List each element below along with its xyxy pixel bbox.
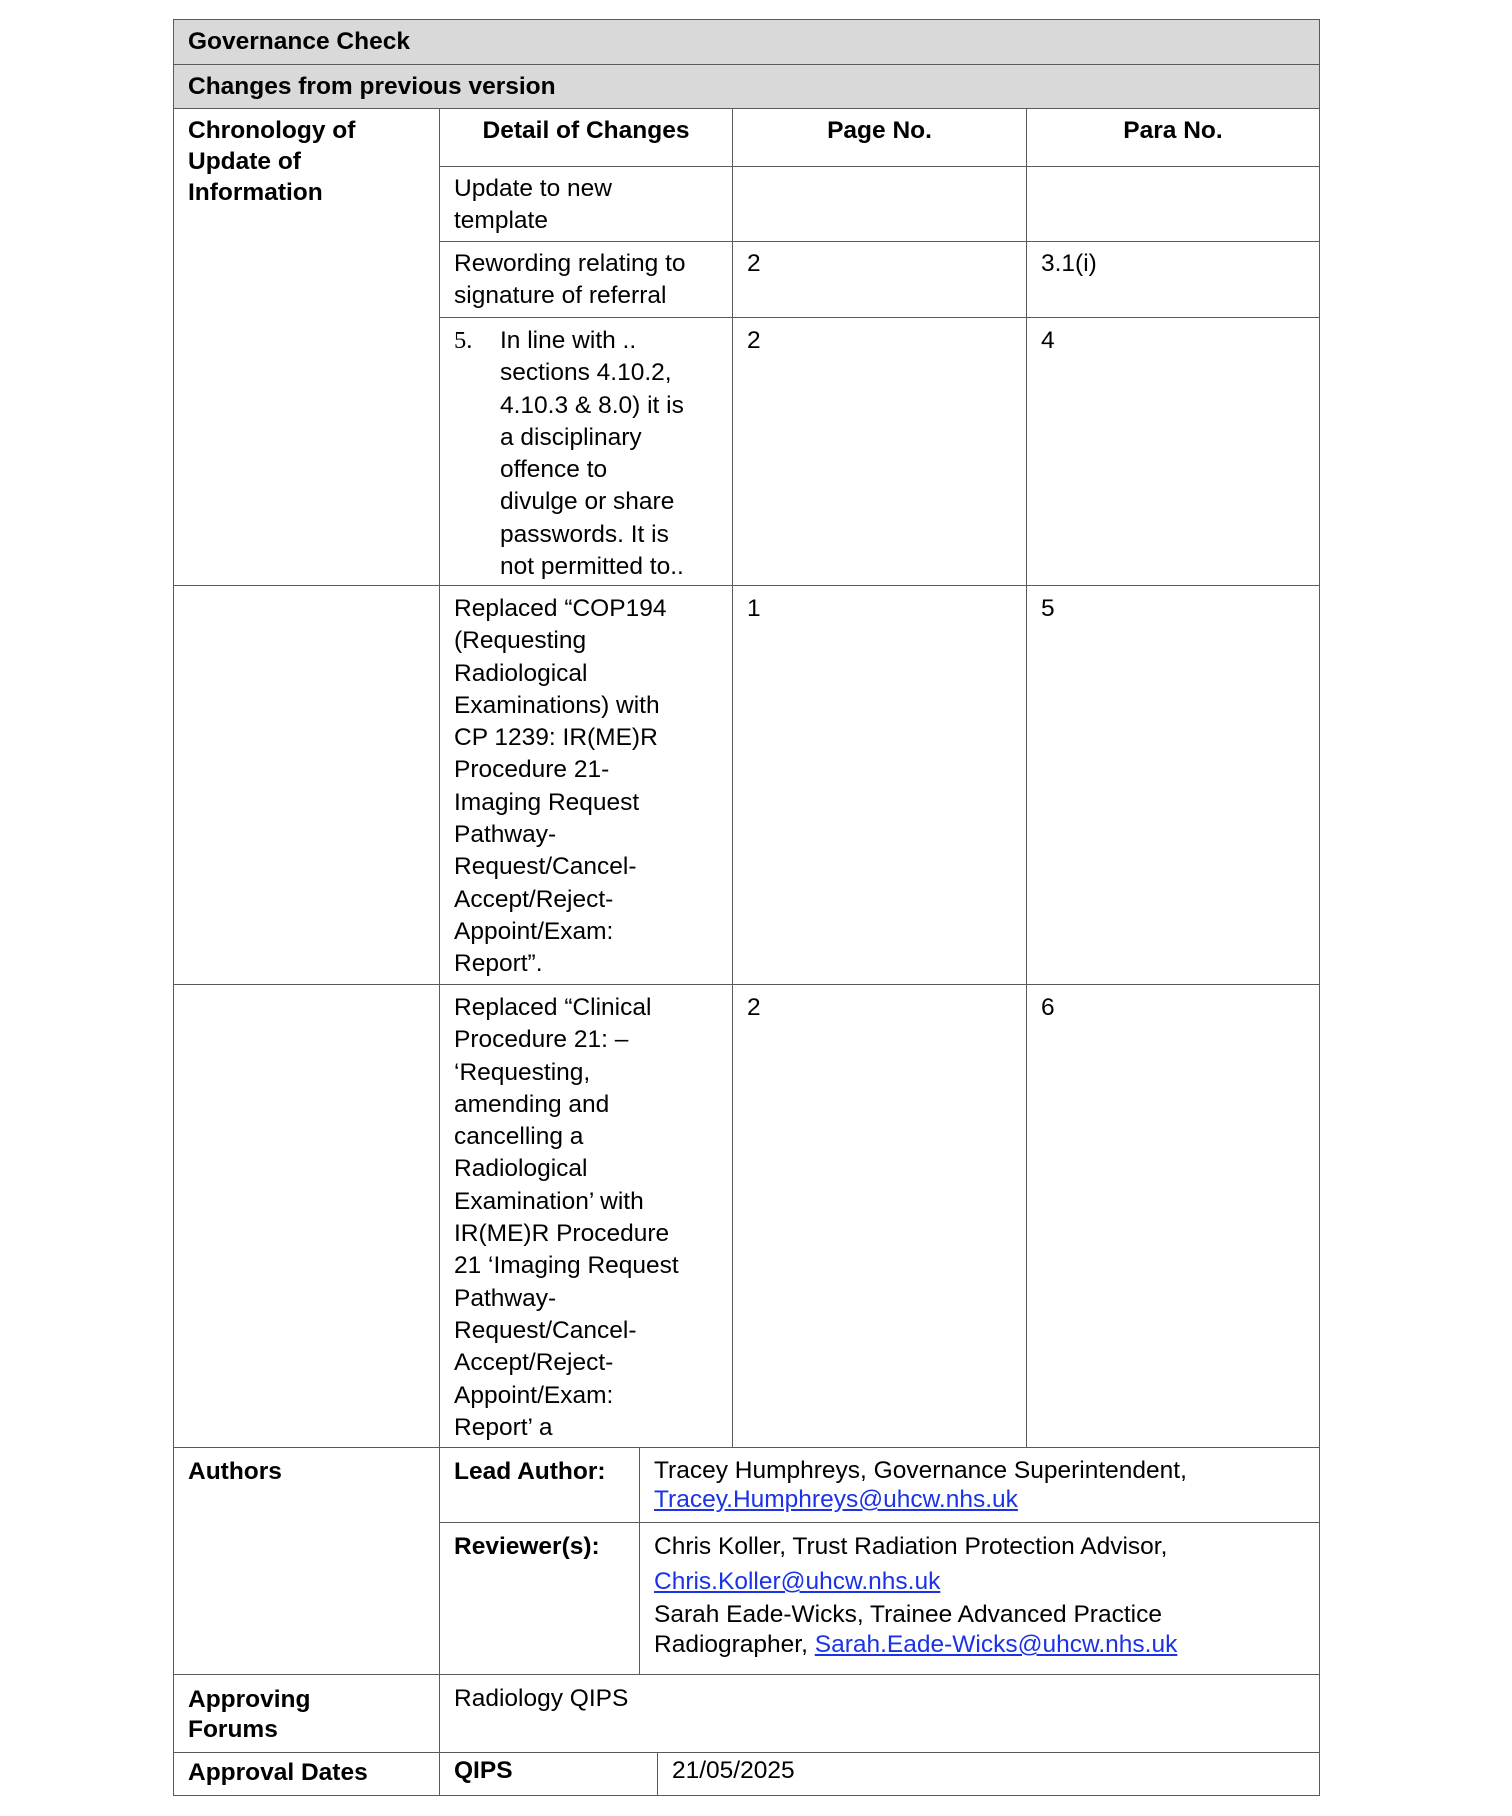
detail-line: Accept/Reject- <box>454 1349 614 1377</box>
detail-line: 21 ‘Imaging Request <box>454 1252 679 1280</box>
lead-author-email-link[interactable]: Tracey.Humphreys@uhcw.nhs.uk <box>654 1486 1018 1513</box>
detail-line: Examinations) with <box>454 691 660 719</box>
table-row-page <box>732 585 1027 985</box>
approving-forums-label-cell <box>173 1674 440 1753</box>
approval-date: 21/05/2025 <box>672 1757 795 1784</box>
detail-line: Pathway- <box>454 821 557 849</box>
detail-line: divulge or share <box>500 488 675 516</box>
table-row-page <box>732 166 1027 242</box>
reviewer-text: Sarah Eade-Wicks, Trainee Advanced Practice <box>654 1601 1162 1628</box>
approving-forums-label: Forums <box>188 1716 278 1743</box>
detail-line: In line with .. <box>500 327 637 354</box>
table-row-detail <box>439 166 733 242</box>
column-header-detail <box>439 108 733 167</box>
detail-line: not permitted to.. <box>500 553 684 581</box>
page-number: 2 <box>747 994 761 1021</box>
column-header-label: Detail of Changes <box>482 117 690 144</box>
detail-line: 4.10.3 & 8.0) it is <box>500 391 684 419</box>
detail-line: a disciplinary <box>500 423 642 451</box>
page-number: 2 <box>747 250 761 277</box>
para-number: 5 <box>1041 595 1055 622</box>
reviewer-label: Reviewer(s): <box>454 1533 600 1560</box>
table-row-page <box>732 241 1027 318</box>
changes-title: Changes from previous version <box>188 73 556 100</box>
detail-line: Procedure 21- <box>454 756 610 784</box>
reviewer-email-link[interactable]: Chris.Koller@uhcw.nhs.uk <box>654 1568 941 1595</box>
chronology-label-line: Update of <box>188 148 301 175</box>
detail-line: Appoint/Exam: <box>454 1381 614 1409</box>
detail-line: (Requesting <box>454 627 587 655</box>
table-row-para <box>1026 585 1320 985</box>
detail-line: template <box>454 207 548 235</box>
detail-line: Imaging Request <box>454 788 640 816</box>
approval-forum: QIPS <box>454 1757 513 1784</box>
table-row-para <box>1026 317 1320 586</box>
reviewer-email-link[interactable]: Sarah.Eade-Wicks@uhcw.nhs.uk <box>814 1631 1178 1658</box>
governance-check-title: Governance Check <box>188 28 410 55</box>
reviewer-label-cell <box>439 1522 640 1675</box>
chronology-label-line: Information <box>188 179 323 206</box>
detail-line: Radiological <box>454 1155 588 1183</box>
table-row-para <box>1026 241 1320 318</box>
detail-line: Radiological <box>454 659 588 687</box>
governance-check-header <box>173 19 1320 65</box>
approving-forums-value: Radiology QIPS <box>454 1685 629 1712</box>
authors-label-cell <box>173 1447 440 1675</box>
detail-line: Rewording relating to <box>454 250 686 277</box>
approving-forums-value-cell <box>439 1674 1320 1753</box>
table-row-page <box>732 984 1027 1448</box>
detail-line: offence to <box>500 456 608 484</box>
para-number: 4 <box>1041 327 1055 354</box>
approval-dates-label-cell <box>173 1752 440 1796</box>
reviewer-text: Chris Koller, Trust Radiation Protection Advisor, <box>654 1533 1168 1560</box>
approval-dates-label: Approval Dates <box>188 1759 368 1786</box>
detail-line: Request/Cancel- <box>454 853 637 881</box>
table-row-para <box>1026 984 1320 1448</box>
detail-line: sections 4.10.2, <box>500 359 672 387</box>
detail-line: signature of referral <box>454 282 667 310</box>
detail-line: Report’ a <box>454 1413 553 1441</box>
changes-header <box>173 64 1320 109</box>
detail-line: IR(ME)R Procedure <box>454 1220 670 1248</box>
lead-author-label: Lead Author: <box>454 1458 606 1485</box>
detail-line: Accept/Reject- <box>454 885 614 913</box>
lead-author-label-cell <box>439 1447 640 1523</box>
detail-line: passwords. It is <box>500 520 669 548</box>
para-number: 3.1(i) <box>1041 250 1097 277</box>
chronology-label-cell-empty <box>173 984 440 1448</box>
list-number: 5. <box>454 327 473 354</box>
chronology-label-cell-empty <box>173 585 440 985</box>
detail-line: cancelling a <box>454 1123 584 1151</box>
detail-line: CP 1239: IR(ME)R <box>454 724 658 752</box>
detail-line: Examination’ with <box>454 1187 644 1215</box>
lead-author-text: Tracey Humphreys, Governance Superintendent, <box>654 1457 1187 1484</box>
detail-line: Replaced “COP194 <box>454 595 667 622</box>
chronology-label-line: Chronology of <box>188 117 356 144</box>
detail-line: Request/Cancel- <box>454 1316 637 1344</box>
approving-forums-label: Approving <box>188 1686 311 1713</box>
lead-author-cell <box>639 1447 1320 1523</box>
chronology-label-cell <box>173 108 440 586</box>
detail-line: Pathway- <box>454 1284 557 1312</box>
detail-line: Report”. <box>454 950 543 978</box>
approval-forum-cell <box>439 1752 658 1796</box>
detail-line: Appoint/Exam: <box>454 917 614 945</box>
para-number: 6 <box>1041 994 1055 1021</box>
table-row-page <box>732 317 1027 586</box>
detail-line: Update to new <box>454 175 612 202</box>
page-number: 2 <box>747 327 761 354</box>
table-row-detail <box>439 984 733 1448</box>
column-header-label: Para No. <box>1123 117 1223 144</box>
column-header-label: Page No. <box>827 117 932 144</box>
reviewers-cell <box>639 1522 1320 1675</box>
table-row-detail <box>439 241 733 318</box>
column-header-page <box>732 108 1027 167</box>
column-header-para <box>1026 108 1320 167</box>
detail-line: Procedure 21: – <box>454 1026 629 1054</box>
reviewer-text: Radiographer, <box>654 1631 815 1658</box>
detail-line: ‘Requesting, <box>454 1058 591 1086</box>
detail-line: Replaced “Clinical <box>454 994 652 1021</box>
table-row-para <box>1026 166 1320 242</box>
table-row-detail <box>439 317 733 586</box>
table-row-detail <box>439 585 733 985</box>
approval-date-cell <box>657 1752 1320 1796</box>
detail-line: amending and <box>454 1090 610 1118</box>
page-number: 1 <box>747 595 761 622</box>
authors-label: Authors <box>188 1458 282 1485</box>
